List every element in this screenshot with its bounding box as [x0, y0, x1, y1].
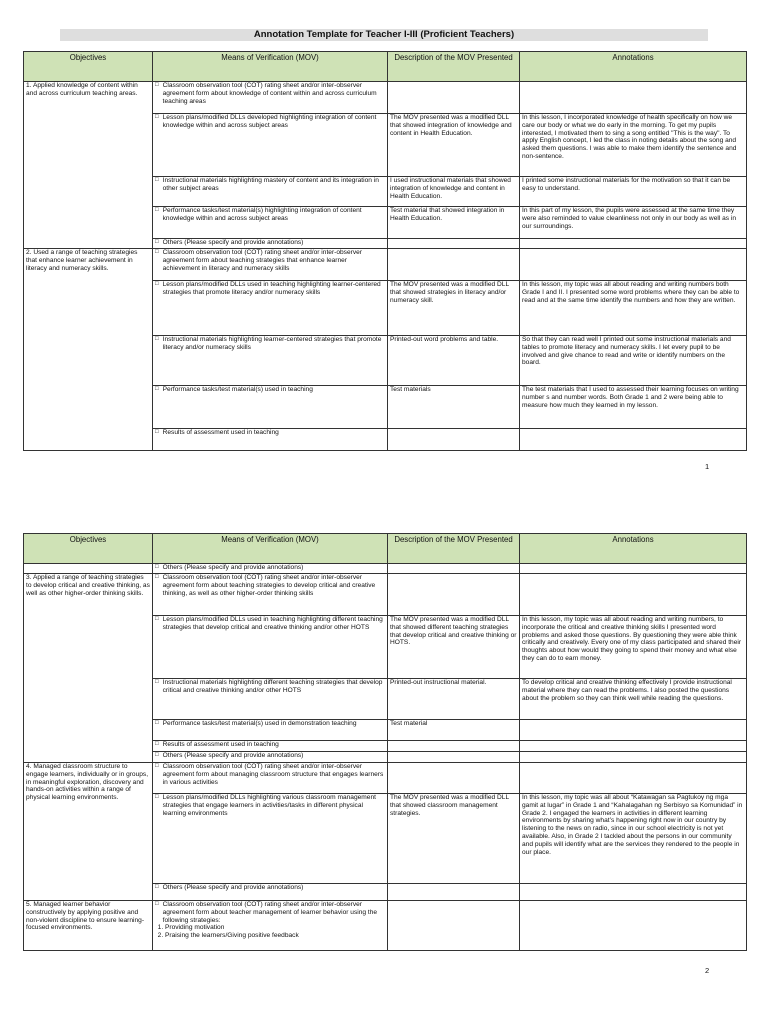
description-cell: Test materials [388, 386, 520, 429]
checkbox-icon: □ [155, 239, 159, 245]
mov-cell [153, 741, 388, 752]
annotation-cell [520, 564, 747, 574]
header-annotations: Annotations [520, 534, 747, 564]
header-mov: Means of Verification (MOV) [153, 52, 388, 82]
mov-text: Instructional materials highlighting learner-centered strategies that promote literacy and/or numeracy skills [162, 336, 382, 351]
checkbox-icon: □ [155, 901, 159, 907]
mov-cell [153, 336, 388, 386]
header-description: Description of the MOV Presented [388, 52, 520, 82]
page-number: 1 [705, 462, 710, 471]
mov-cell [153, 679, 388, 720]
description-cell [388, 564, 520, 574]
mov-text: Lesson plans/modified DLLs used in teaching highlighting different teaching strategies that develop critical and creative thinking and/or other HOTS [162, 616, 383, 631]
objective-cell: 1. Applied knowledge of content within and across curriculum teaching areas. [24, 82, 153, 249]
checkbox-icon: □ [155, 429, 159, 435]
mov-text: Others (Please specify and provide annotations) [162, 752, 304, 759]
header-mov: Means of Verification (MOV) [153, 534, 388, 564]
description-cell [388, 901, 520, 951]
annotation-cell [520, 82, 747, 114]
annotation-cell [520, 574, 747, 616]
checkbox-icon: □ [155, 336, 159, 342]
description-cell [388, 574, 520, 616]
mov-text: Classroom observation tool (COT) rating sheet and/or inter-observer agreement form about teacher management of learner behavior using the following strategies: [162, 901, 378, 924]
description-cell: Printed-out word problems and table. [388, 336, 520, 386]
header-objectives: Objectives [24, 52, 153, 82]
description-cell [388, 884, 520, 901]
annotation-cell [520, 239, 747, 249]
mov-cell [153, 564, 388, 574]
table-header-row [24, 52, 747, 82]
mov-cell [153, 82, 388, 114]
checkbox-icon: □ [155, 752, 159, 758]
table-row [24, 574, 747, 616]
mov-text: Instructional materials highlighting different teaching strategies that develop critical and creative thinking and/or other HOTS [162, 679, 383, 694]
mov-text: Performance tasks/test material(s) highlighting integration of content knowledge within and across subject areas [162, 207, 362, 222]
checkbox-icon: □ [155, 720, 159, 726]
objective-cell: 4. Managed classroom structure to engage learners, individually or in groups, in meaningful exploration, discovery and hands-on activities within a range of physical learning environments. [24, 763, 153, 901]
mov-cell [153, 239, 388, 249]
annotation-cell: In this lesson, I incorporated knowledge of health specifically on how we care our body or what we do early in the morning. To get my pupils interested, I motivated them to sing a song entitled "This is the way". To apply English concept, I led the class in noting details about the song and asked them questions. I was able to make them identify the sentence and non-sentence. [520, 114, 747, 177]
header-description: Description of the MOV Presented [388, 534, 520, 564]
mov-text: Performance tasks/test material(s) used in teaching [162, 386, 313, 393]
mov-cell [153, 574, 388, 616]
mov-text: Instructional materials highlighting mastery of content and its integration in other subject areas [162, 177, 379, 192]
mov-cell [153, 794, 388, 884]
annotation-cell [520, 429, 747, 451]
description-cell [388, 752, 520, 763]
description-cell: The MOV presented was a modified DLL that showed different teaching strategies that develop critical and creative thinking or HOTS. [388, 616, 520, 679]
description-cell [388, 429, 520, 451]
description-cell [388, 741, 520, 752]
header-annotations: Annotations [520, 52, 747, 82]
checkbox-icon: □ [155, 763, 159, 769]
annotation-cell: The test materials that I used to assessed their learning focuses on writing number s and number words. Both Grade 1 and 2 were being able to measure how much they learned in my lesson. [520, 386, 747, 429]
mov-cell [153, 884, 388, 901]
annotation-cell: To develop critical and creative thinking effectively I provide instructional material where they can read the problems. I also posted the questions about the problem so they can think well while reading the questions. [520, 679, 747, 720]
description-cell: The MOV presented was a modified DLL that showed strategies in literacy and/or numeracy skill. [388, 281, 520, 336]
strategy-list [155, 924, 385, 940]
objective-cell [24, 564, 153, 574]
annotation-cell: In this lesson, my topic was all about reading and writing numbers, to incorporate the critical and creative thinking skills I presented word problems and asked those questions. By questioning they were able think critically and creatively. Every one of my class participated and shared their thoughts about how would they going to spend their money and what else they can do to earn money. [520, 616, 747, 679]
mov-text: Results of assessment used in teaching [162, 429, 279, 436]
mov-text: Lesson plans/modified DLLs developed highlighting integration of content knowledge within and across subject areas [162, 114, 377, 129]
checkbox-icon: □ [155, 616, 159, 622]
annotation-cell: I printed some instructional materials for the motivation so that it can be easy to understand. [520, 177, 747, 207]
mov-cell [153, 720, 388, 741]
objective-cell: 2. Used a range of teaching strategies that enhance learner achievement in literacy and numeracy skills. [24, 249, 153, 451]
checkbox-icon: □ [155, 386, 159, 392]
checkbox-icon: □ [155, 884, 159, 890]
mov-text: Classroom observation tool (COT) rating sheet and/or inter-observer agreement form about knowledge of content within and across curriculum teaching areas [162, 82, 377, 105]
checkbox-icon: □ [155, 741, 159, 747]
mov-text: Results of assessment used in teaching [162, 741, 279, 748]
annotation-cell: In this lesson, my topic was all about “Katawagan sa Pagtukoy ng mga gamit at lugar” in Grade 1 and “Kahalagahan ng Serbisyo sa Komunidad” in Grade 2. I engaged the learners in activities in different learning environments by sharing what’s happening right now in our country by listening to the news on radio, since in our school electricity is not yet available. Also, in Grade 2 I tackled about the persons in our community and pupils will identify what are the services they rendered to the people in our place. [520, 794, 747, 884]
annotation-cell [520, 901, 747, 951]
mov-text: Lesson plans/modified DLLs used in teaching highlighting learner-centered strategies that promote literacy and/or numeracy skills [162, 281, 381, 296]
description-cell [388, 763, 520, 794]
mov-cell [153, 752, 388, 763]
checkbox-icon: □ [155, 114, 159, 120]
checkbox-icon: □ [155, 82, 159, 88]
checkbox-icon: □ [155, 794, 159, 800]
objective-cell: 3. Applied a range of teaching strategies to develop critical and creative thinking, as well as other higher-order thinking skills. [24, 574, 153, 763]
page-number: 2 [705, 966, 710, 975]
annotation-cell [520, 884, 747, 901]
checkbox-icon: □ [155, 249, 159, 255]
mov-cell [153, 114, 388, 177]
description-cell: Test material that showed integration in Health Education. [388, 207, 520, 239]
mov-text: Lesson plans/modified DLLs highlighting various classroom management strategies that engage learners in activities/tasks in different physical learning environments [162, 794, 376, 817]
mov-cell [153, 207, 388, 239]
mov-cell [153, 616, 388, 679]
table-row [24, 82, 747, 114]
annotation-cell: In this lesson, my topic was all about reading and writing numbers both Grade I and II. I presented some word problems where they can be able to read and at the same time identify the numbers and how they are written. [520, 281, 747, 336]
annotation-cell [520, 752, 747, 763]
table-row [24, 901, 747, 951]
list-item: 2. Praising the learners/Giving positive feedback [165, 932, 385, 940]
checkbox-icon: □ [155, 679, 159, 685]
checkbox-icon: □ [155, 207, 159, 213]
description-cell [388, 249, 520, 281]
mov-cell [153, 281, 388, 336]
mov-cell [153, 177, 388, 207]
annotation-cell [520, 720, 747, 741]
description-cell: I used instructional materials that showed integration of knowledge and content in Health Education. [388, 177, 520, 207]
mov-cell [153, 386, 388, 429]
checkbox-icon: □ [155, 574, 159, 580]
mov-text: Classroom observation tool (COT) rating sheet and/or inter-observer agreement form about teaching strategies that enhance learner achievement in literacy and numeracy skills [162, 249, 362, 272]
objective-cell: 5. Managed learner behavior constructively by applying positive and non-violent discipline to ensure learning-focused environments. [24, 901, 153, 951]
table-row [24, 564, 747, 574]
description-cell: Test material [388, 720, 520, 741]
header-objectives: Objectives [24, 534, 153, 564]
annotation-table-page-2 [23, 533, 747, 951]
annotation-cell [520, 249, 747, 281]
description-cell [388, 82, 520, 114]
annotation-cell: In this part of my lesson, the pupils were assessed at the same time they were also reminded to value cleanliness not only in our body as well as in our surroundings. [520, 207, 747, 239]
mov-text: Others (Please specify and provide annotations) [162, 884, 304, 891]
mov-text: Others (Please specify and provide annotations) [162, 239, 304, 246]
description-cell: Printed-out instructional material. [388, 679, 520, 720]
mov-cell [153, 901, 388, 951]
annotation-table-page-1 [23, 51, 747, 451]
page-title: Annotation Template for Teacher I-III (Proficient Teachers) [60, 29, 708, 41]
table-row [24, 249, 747, 281]
list-item: 1. Providing motivation [165, 924, 385, 932]
mov-cell [153, 429, 388, 451]
table-header-row [24, 534, 747, 564]
annotation-cell: So that they can read well I printed out some instructional materials and tables to promote literacy and numeracy skills. I let every pupil to be involved and give chance to read and write or identify numbers on the board. [520, 336, 747, 386]
checkbox-icon: □ [155, 281, 159, 287]
table-row [24, 763, 747, 794]
mov-text: Others (Please specify and provide annotations) [162, 564, 304, 571]
mov-cell [153, 249, 388, 281]
mov-text: Classroom observation tool (COT) rating sheet and/or inter-observer agreement form about managing classroom structure that engages learners in various activities [162, 763, 384, 786]
description-cell: The MOV presented was a modified DLL that showed classroom management strategies. [388, 794, 520, 884]
description-cell [388, 239, 520, 249]
mov-text: Classroom observation tool (COT) rating sheet and/or inter-observer agreement form about teaching strategies to develop critical and creative thinking, as well as other higher-order thinking skills [162, 574, 376, 597]
description-cell: The MOV presented was a modified DLL that showed integration of knowledge and content in Health Education. [388, 114, 520, 177]
mov-text: Performance tasks/test material(s) used in demonstration teaching [162, 720, 357, 727]
annotation-cell [520, 763, 747, 794]
checkbox-icon: □ [155, 177, 159, 183]
checkbox-icon: □ [155, 564, 159, 570]
annotation-cell [520, 741, 747, 752]
mov-cell [153, 763, 388, 794]
